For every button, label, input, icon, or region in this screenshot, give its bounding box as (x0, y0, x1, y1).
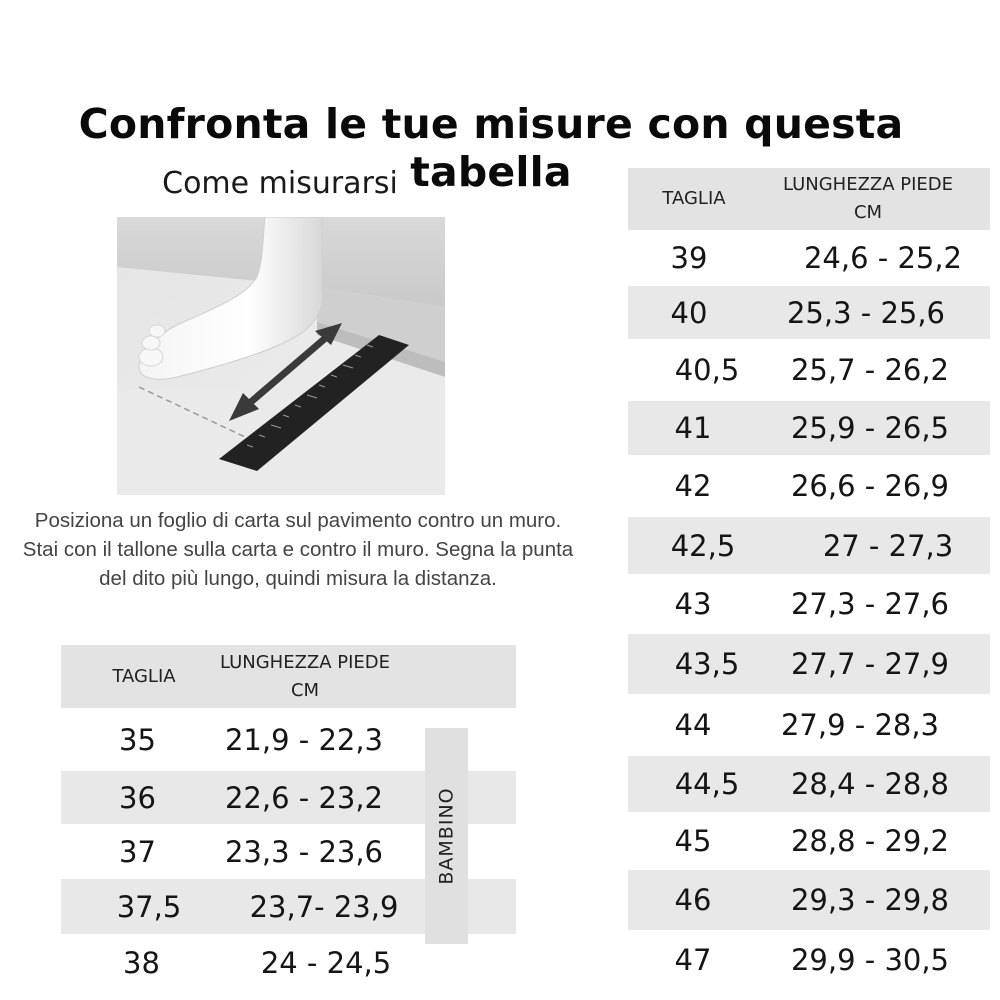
length-cell: 24 - 24,5 (260, 946, 392, 980)
table-row (628, 455, 990, 517)
length-cell: 28,4 - 28,8 (790, 767, 950, 801)
header-size: TAGLIA (112, 665, 176, 687)
size-cell: 38 (123, 946, 160, 980)
table-row (628, 812, 990, 870)
size-cell: 47 (674, 943, 712, 977)
table-header-row (61, 645, 516, 708)
table-header-row (628, 168, 990, 230)
length-cell: 25,7 - 26,2 (790, 353, 950, 387)
header-foot-length: LUNGHEZZA PIEDE CM (219, 651, 391, 701)
size-cell: 42 (674, 469, 712, 503)
size-cell: 44,5 (674, 767, 740, 801)
table-row (628, 930, 990, 990)
size-cell: 41 (674, 411, 712, 445)
measuring-instructions: Posiziona un foglio di carta sul pavimento contro un muro. Stai con il tallone sulla carta e contro il muro. Segna la punta del dito più lungo, quindi misura la distanza. (22, 509, 574, 590)
length-cell: 27,9 - 28,3 (780, 708, 940, 742)
length-cell: 29,3 - 29,8 (790, 883, 950, 917)
length-cell: 27 - 27,3 (822, 528, 954, 563)
foot-measurement-illustration (117, 217, 445, 495)
length-cell: 28,8 - 29,2 (790, 824, 950, 858)
how-to-measure-title: Come misurarsi (162, 166, 398, 201)
table-row (628, 401, 990, 455)
kids-label: BAMBINO (435, 787, 458, 885)
size-cell: 44 (674, 708, 712, 742)
table-row (628, 634, 990, 694)
size-cell: 39 (670, 241, 708, 275)
size-cell: 45 (674, 824, 712, 858)
kids-category-label (425, 728, 468, 944)
size-cell: 37,5 (116, 889, 182, 924)
table-row (628, 756, 990, 812)
table-row (628, 694, 990, 756)
length-cell: 27,3 - 27,6 (790, 587, 950, 621)
size-cell: 43 (674, 587, 712, 621)
table-row (628, 574, 990, 634)
header-foot-length: LUNGHEZZA PIEDE CM (782, 174, 954, 223)
length-cell: 26,6 - 26,9 (790, 469, 950, 503)
length-cell: 21,9 - 22,3 (224, 722, 384, 757)
size-cell: 36 (119, 780, 156, 815)
table-row (628, 286, 990, 339)
table-row (628, 339, 990, 401)
length-cell: 23,3 - 23,6 (224, 834, 384, 869)
table-row (628, 870, 990, 930)
length-cell: 25,9 - 26,5 (790, 411, 950, 445)
adult-size-table (628, 168, 990, 990)
length-cell: 25,3 - 25,6 (786, 295, 946, 330)
size-cell: 35 (119, 722, 156, 757)
table-row (628, 230, 990, 286)
length-cell: 27,7 - 27,9 (790, 647, 950, 681)
length-cell: 22,6 - 23,2 (224, 780, 384, 815)
length-cell: 24,6 - 25,2 (803, 241, 963, 275)
size-cell: 46 (674, 883, 712, 917)
size-cell: 37 (119, 834, 156, 869)
length-cell: 23,7- 23,9 (249, 889, 399, 924)
page-title: Confronta le tue misure con questa tabella (78, 100, 904, 196)
length-cell: 29,9 - 30,5 (790, 943, 950, 977)
size-cell: 43,5 (674, 647, 740, 681)
size-cell: 42,5 (670, 528, 736, 563)
header-size: TAGLIA (662, 188, 726, 209)
table-row (628, 517, 990, 574)
size-cell: 40 (670, 295, 708, 330)
size-cell: 40,5 (674, 353, 740, 387)
